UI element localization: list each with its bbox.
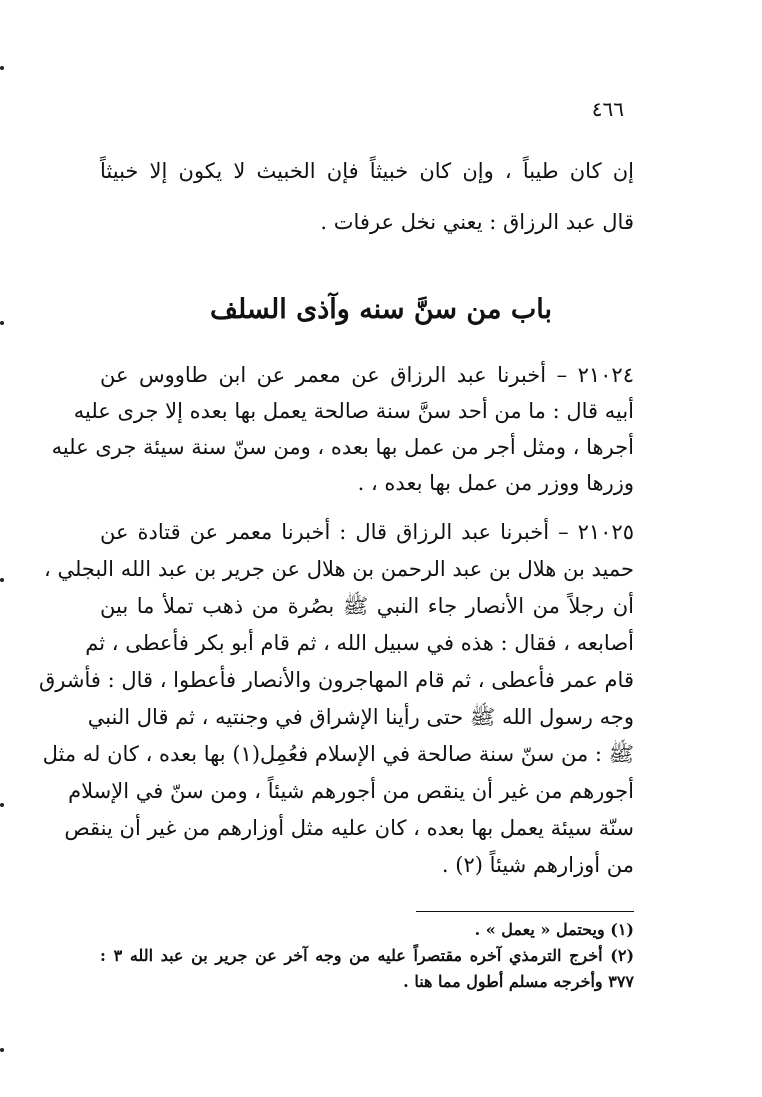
footnote-1: (١) ويحتمل « يعمل » . xyxy=(474,920,634,939)
scan-edge-mark xyxy=(0,803,4,807)
intro-line-2: قال عبد الرزاق : يعني نخل عرفات . xyxy=(320,210,634,234)
hadith-21025-line-7: ﷺ : من سنّ سنة صالحة في الإسلام فعُمِل(١) بها بعده ، كان له مثل xyxy=(42,742,634,766)
hadith-21024-line-1: ٢١٠٢٤ – أخبرنا عبد الرزاق عن معمر عن ابن طاووس عن xyxy=(100,363,634,387)
hadith-21025-line-1: ٢١٠٢٥ – أخبرنا عبد الرزاق قال : أخبرنا معمر عن قتادة عن xyxy=(100,520,634,544)
footnote-2-line-2: ٣٧٧ وأخرجه مسلم أطول مما هنا . xyxy=(403,972,634,991)
intro-line-1: إن كان طيباً ، وإن كان خبيثاً فإن الخبيث لا يكون إلا خبيثاً xyxy=(100,159,634,183)
chapter-heading: باب من سنَّ سنه وآذى السلف xyxy=(210,294,552,325)
hadith-21024-line-4: وزرها ووزر من عمل بها بعده ، . xyxy=(357,471,634,495)
scan-edge-mark xyxy=(0,578,4,582)
hadith-21025-line-9: سنّة سيئة يعمل بها بعده ، كان عليه مثل أوزارهم من غير أن ينقص xyxy=(64,816,634,840)
page-number: ٤٦٦ xyxy=(591,97,624,121)
hadith-21024-line-3: أجرها ، ومثل أجر من عمل بها بعده ، ومن سنّ سنة سيئة جرى عليه xyxy=(51,435,634,459)
hadith-21025-line-2: حميد بن هلال بن عبد الرحمن بن هلال عن جرير بن عبد الله البجلي ، xyxy=(43,557,634,581)
footnote-divider xyxy=(416,911,634,912)
hadith-21025-line-6: وجه رسول الله ﷺ حتى رأينا الإشراق في وجنتيه ، ثم قال النبي xyxy=(87,705,634,729)
scan-edge-mark xyxy=(0,321,4,325)
hadith-21025-line-8: أجورهم من غير أن ينقص من أجورهم شيئاً ، ومن سنّ في الإسلام xyxy=(68,779,634,803)
hadith-21024-line-2: أبيه قال : ما من أحد سنَّ سنة صالحة يعمل بها بعده إلا جرى عليه xyxy=(73,399,634,423)
scan-edge-mark xyxy=(0,66,4,70)
hadith-21025-line-3: أن رجلاً من الأنصار جاء النبي ﷺ بصُرة من ذهب تملأ ما بين xyxy=(100,594,634,618)
hadith-21025-line-10: من أوزارهم شيئاً (٢) . xyxy=(441,853,634,877)
hadith-21025-line-4: أصابعه ، فقال : هذه في سبيل الله ، ثم قام أبو بكر فأعطى ، ثم xyxy=(85,631,634,655)
scan-edge-mark xyxy=(0,1048,4,1052)
footnote-2-line-1: (٢) أخرج الترمذي آخره مقتصراً عليه من وجه آخر عن جرير بن عبد الله ٣ : xyxy=(100,946,635,965)
hadith-21025-line-5: قام عمر فأعطى ، ثم قام المهاجرون والأنصار فأعطوا ، قال : فأشرق xyxy=(38,668,634,692)
